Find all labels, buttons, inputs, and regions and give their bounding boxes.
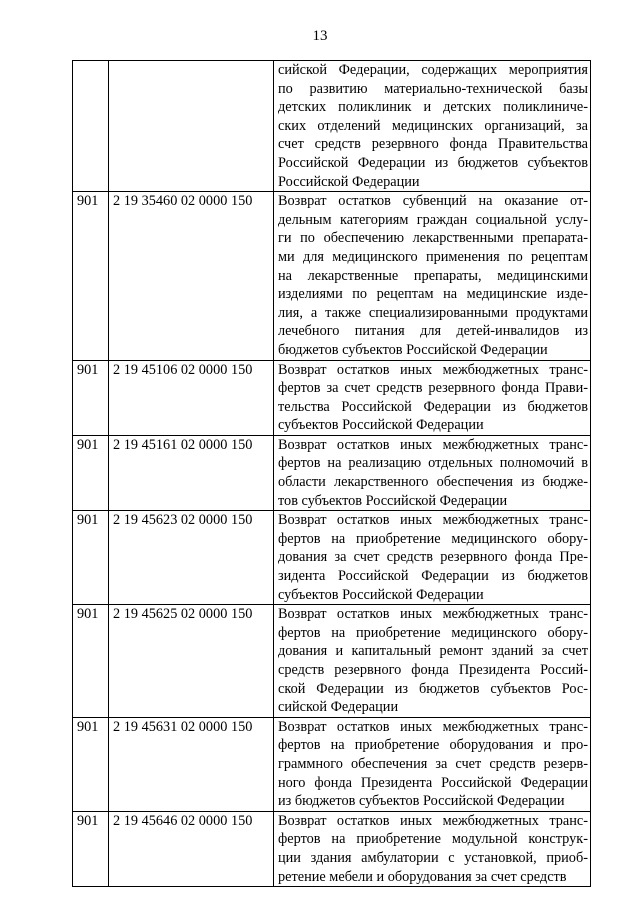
admin-code-cell: 901 (73, 192, 109, 360)
description-line: по развитию материально-технической базы (278, 80, 588, 97)
description-line: зидента Российской Федерации из бюджетов (278, 568, 588, 585)
description-cell (274, 511, 591, 605)
description-line: тельства Российской Федерации из бюджетов (278, 398, 588, 415)
description-line: тов субъектов Российской Федерации (278, 492, 508, 509)
description-line: граммного обеспечения за счет средств резерв- (278, 755, 588, 772)
budget-classification-code-cell: 2 19 35460 02 0000 150 (109, 192, 274, 360)
description-line: из бюджетов субъектов Российской Федерации (278, 793, 565, 810)
description-line: сийской Федерации, содержащих мероприятия (278, 62, 588, 78)
description-line: ских отделений медицинских организаций, за (278, 117, 588, 134)
budget-classification-code-cell: 2 19 45631 02 0000 150 (109, 717, 274, 811)
description-line: ции здания амбулатории с установкой, приоб- (278, 849, 588, 866)
table-row (73, 360, 591, 435)
page-number: 13 (312, 28, 328, 44)
description-line: ми для медицинского применения по рецептам (278, 248, 588, 265)
description-line: Российской Федерации (278, 173, 420, 190)
description-cell (274, 192, 591, 360)
description-line: ного фонда Президента Российской Федерации (278, 774, 588, 791)
description-line: Российской Федерации из бюджетов субъектов (278, 154, 588, 171)
description-line: дования и капитальный ремонт зданий за счет (278, 643, 588, 660)
description-line: Возврат остатков иных межбюджетных транс- (278, 812, 588, 829)
description-line: Возврат остатков иных межбюджетных транс- (278, 512, 588, 529)
description-cell (274, 811, 591, 886)
description-cell (274, 605, 591, 718)
description-line: изделиями по рецептам на медицинские изде- (278, 286, 588, 303)
budget-classification-code-cell: 2 19 45623 02 0000 150 (109, 511, 274, 605)
description-line: дования за счет средств резервного фонда Пре- (278, 549, 588, 566)
admin-code-cell (73, 61, 109, 192)
description-line: Возврат остатков иных межбюджетных транс- (278, 436, 588, 453)
description-line: Возврат остатков иных межбюджетных транс- (278, 606, 588, 623)
admin-code-cell: 901 (73, 811, 109, 886)
description-line: лечебного питания для детей-инвалидов из (278, 323, 588, 340)
description-line: области лекарственного обеспечения из бюдже- (278, 474, 588, 491)
table-row (73, 605, 591, 718)
budget-classification-code-cell: 2 19 45161 02 0000 150 (109, 435, 274, 510)
description-line: дельным категориям граждан социальной услу- (278, 211, 588, 228)
description-line: субъектов Российской Федерации (278, 417, 484, 434)
description-cell (274, 360, 591, 435)
description-line: субъектов Российской Федерации (278, 586, 484, 603)
description-line: фертов на приобретение оборудования и про- (278, 737, 588, 754)
description-line: детских поликлиник и детских поликлиниче- (278, 99, 588, 116)
description-line: ретение мебели и оборудования за счет средств (278, 868, 567, 885)
admin-code-cell: 901 (73, 605, 109, 718)
budget-classification-code-cell: 2 19 45646 02 0000 150 (109, 811, 274, 886)
table-row (73, 61, 591, 192)
table-body (73, 61, 591, 887)
description-line: Возврат остатков иных межбюджетных транс- (278, 361, 588, 378)
description-line: счет средств резервного фонда Правительства (278, 136, 588, 153)
description-line: бюджетов субъектов Российской Федерации (278, 341, 548, 358)
budget-codes-table (72, 60, 591, 887)
description-line: фертов на реализацию отдельных полномочий в (278, 455, 588, 472)
admin-code-cell: 901 (73, 435, 109, 510)
description-line: Возврат остатков иных межбюджетных транс- (278, 718, 588, 735)
admin-code-cell: 901 (73, 511, 109, 605)
description-line: средств резервного фонда Президента Россий- (278, 662, 588, 678)
table-row (73, 192, 591, 360)
table-row (73, 435, 591, 510)
description-line: Возврат остатков субвенций на оказание от- (278, 193, 588, 210)
admin-code-cell: 901 (73, 717, 109, 811)
table-row (73, 811, 591, 886)
description-cell (274, 435, 591, 510)
description-line: лия, а также специализированными продуктами (278, 304, 588, 321)
table-row (73, 717, 591, 811)
description-line: на лекарственные препараты, медицинскими (278, 267, 588, 284)
budget-classification-code-cell: 2 19 45106 02 0000 150 (109, 360, 274, 435)
description-line: фертов на приобретение медицинского обору- (278, 624, 588, 641)
table-row (73, 511, 591, 605)
description-line: фертов на приобретение медицинского обору- (278, 530, 588, 547)
description-line: сийской Федерации (278, 699, 399, 716)
description-cell (274, 61, 591, 192)
budget-classification-code-cell: 2 19 45625 02 0000 150 (109, 605, 274, 718)
description-line: фертов на приобретение модульной конструк- (278, 831, 588, 848)
description-line: ги по обеспечению лекарственными препарата- (278, 230, 588, 247)
description-cell (274, 717, 591, 811)
description-line: фертов за счет средств резервного фонда Прави- (278, 380, 588, 397)
description-line: ской Федерации из бюджетов субъектов Рос- (278, 680, 588, 697)
budget-classification-code-cell (109, 61, 274, 192)
admin-code-cell: 901 (73, 360, 109, 435)
